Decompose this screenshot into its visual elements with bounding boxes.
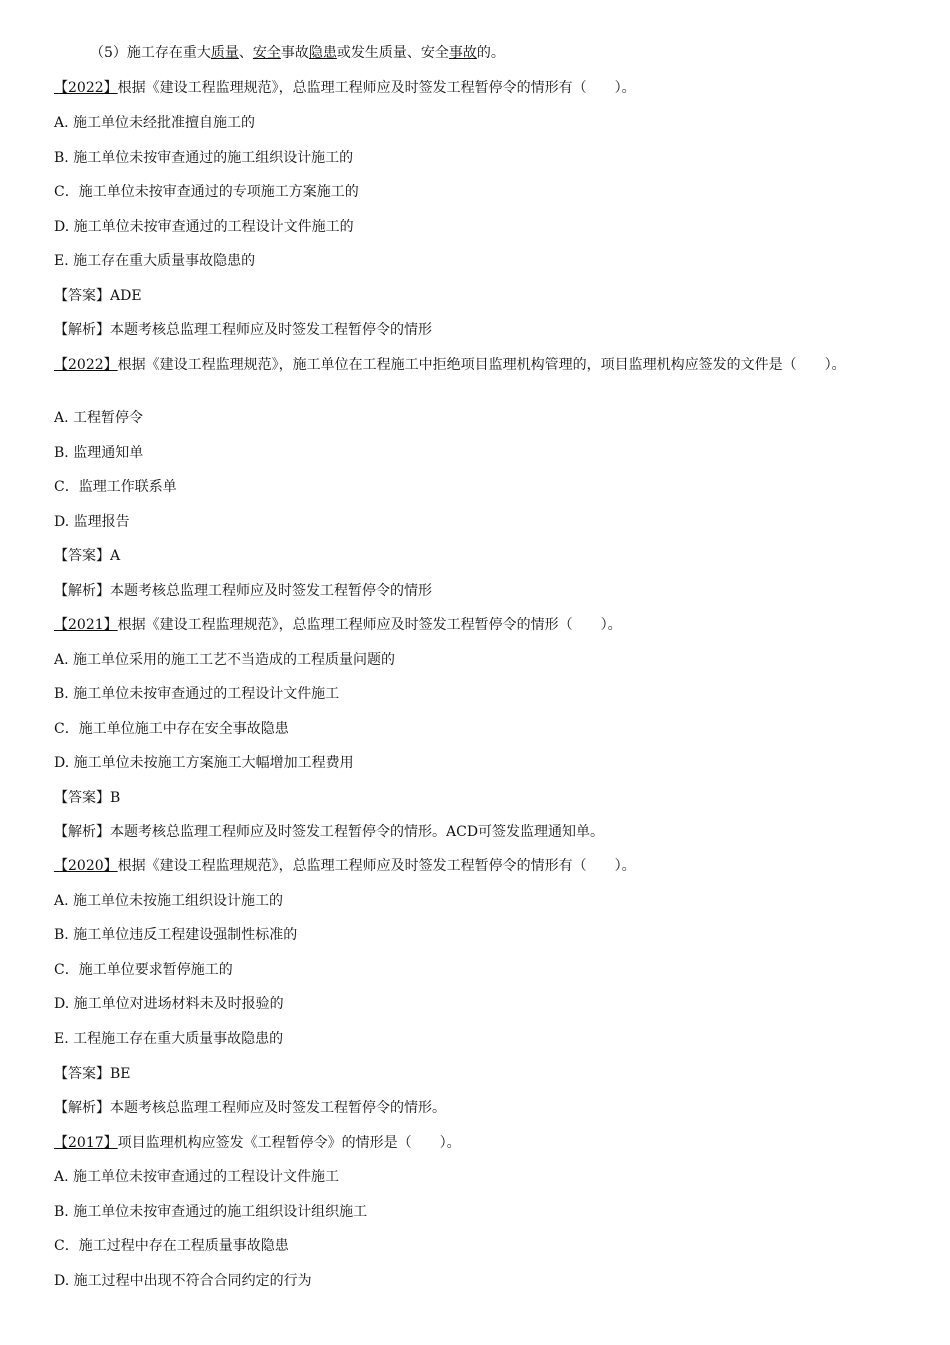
option: A. 施工单位采用的施工工艺不当造成的工程质量问题的	[54, 652, 396, 668]
option: A. 施工单位未按审查通过的工程设计文件施工	[54, 1169, 340, 1185]
analysis: 【解析】本题考核总监理工程师应及时签发工程暂停令的情形。ACD可签发监理通知单。	[54, 824, 605, 840]
question-stem	[54, 857, 636, 875]
intro-underline-hazard: 隐患	[308, 45, 337, 61]
intro-underline-accident: 事故	[448, 45, 477, 61]
option: D. 施工单位未按施工方案施工大幅增加工程费用	[54, 755, 354, 771]
option: D. 施工单位未按审查通过的工程设计文件施工的	[54, 219, 354, 235]
option: D. 监理报告	[54, 514, 130, 530]
answer: 【答案】B	[54, 790, 121, 806]
question-text: 根据《建设工程监理规范》，总监理工程师应及时签发工程暂停令的情形有（ ）。	[117, 858, 636, 874]
answer: 【答案】ADE	[54, 288, 142, 304]
option: B. 施工单位未按审查通过的施工组织设计施工的	[54, 150, 354, 166]
option: A. 工程暂停令	[54, 410, 144, 426]
option: C．施工单位要求暂停施工的	[54, 962, 233, 978]
option: E. 施工存在重大质量事故隐患的	[54, 253, 256, 269]
intro-underline-quality: 质量	[210, 45, 239, 61]
answer: 【答案】BE	[54, 1066, 131, 1082]
intro-line	[90, 44, 505, 62]
intro-text: 、	[238, 45, 253, 61]
option: B. 施工单位未按审查通过的工程设计文件施工	[54, 686, 340, 702]
option: A. 施工单位未经批准擅自施工的	[54, 115, 256, 131]
analysis: 【解析】本题考核总监理工程师应及时签发工程暂停令的情形。	[54, 1100, 446, 1116]
year-tag: 【2022】	[54, 357, 118, 373]
intro-underline-safety: 安全	[252, 45, 281, 61]
year-tag: 【2017】	[54, 1135, 118, 1151]
option: D. 施工过程中出现不符合合同约定的行为	[54, 1273, 312, 1289]
analysis: 【解析】本题考核总监理工程师应及时签发工程暂停令的情形	[54, 583, 432, 599]
option: D. 施工单位对进场材料未及时报验的	[54, 996, 284, 1012]
year-tag: 【2021】	[54, 617, 118, 633]
question-text: 项目监理机构应签发《工程暂停令》的情形是（ ）。	[117, 1135, 461, 1151]
question-stem	[54, 79, 636, 97]
question-text: 根据《建设工程监理规范》，施工单位在工程施工中拒绝项目监理机构管理的，项目监理机构应签发的文件是（ ）。	[117, 357, 846, 373]
intro-text: 事故	[280, 45, 309, 61]
option: A. 施工单位未按施工组织设计施工的	[54, 893, 284, 909]
option: E. 工程施工存在重大质量事故隐患的	[54, 1031, 284, 1047]
option: C．施工单位施工中存在安全事故隐患	[54, 721, 289, 737]
question-stem	[54, 356, 874, 374]
intro-text: （5）施工存在重大	[90, 45, 211, 61]
question-text: 根据《建设工程监理规范》，总监理工程师应及时签发工程暂停令的情形（ ）。	[117, 617, 622, 633]
year-tag: 【2022】	[54, 80, 118, 96]
year-tag: 【2020】	[54, 858, 118, 874]
intro-text: 的。	[476, 45, 505, 61]
answer: 【答案】A	[54, 548, 121, 564]
option: C．施工单位未按审查通过的专项施工方案施工的	[54, 184, 359, 200]
option: C．监理工作联系单	[54, 479, 177, 495]
question-stem	[54, 1134, 461, 1152]
option: C．施工过程中存在工程质量事故隐患	[54, 1238, 289, 1254]
option: B. 施工单位未按审查通过的施工组织设计组织施工	[54, 1204, 368, 1220]
option: B. 监理通知单	[54, 445, 144, 461]
intro-text: 或发生质量、安全	[336, 45, 449, 61]
option: B. 施工单位违反工程建设强制性标准的	[54, 927, 298, 943]
analysis: 【解析】本题考核总监理工程师应及时签发工程暂停令的情形	[54, 322, 432, 338]
question-stem	[54, 616, 622, 634]
question-text: 根据《建设工程监理规范》，总监理工程师应及时签发工程暂停令的情形有（ ）。	[117, 80, 636, 96]
